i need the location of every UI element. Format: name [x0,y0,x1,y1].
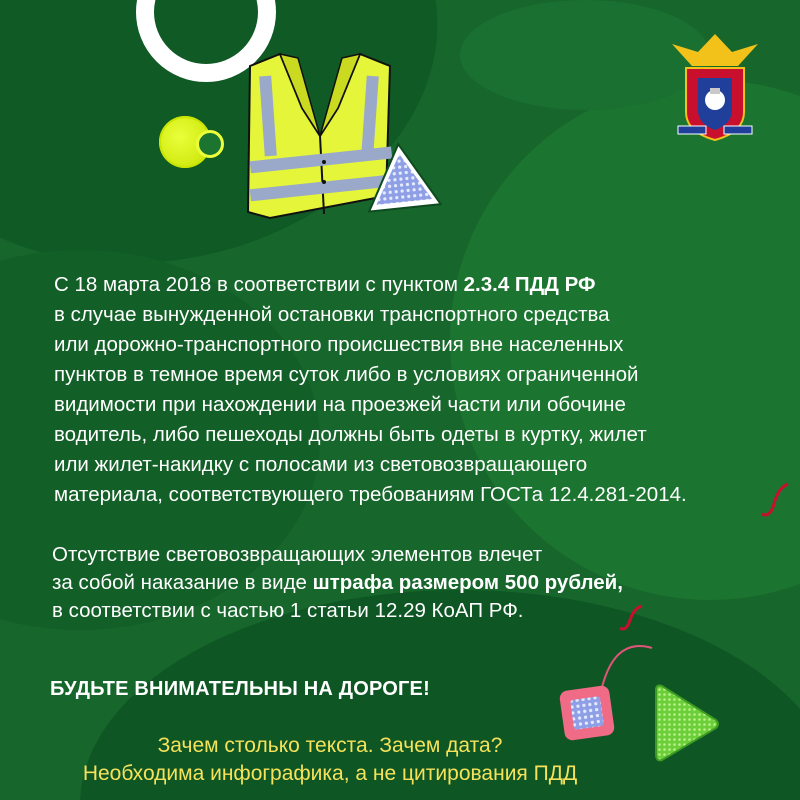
paragraph-line [54,300,784,330]
main-paragraph [54,270,784,510]
line-text: или жилет-накидку с полосами из световозвращающего [54,453,588,476]
paragraph-line [52,569,782,597]
green-triangle-tag-icon [652,682,722,762]
warning-heading: БУДЬТЕ ВНИМАТЕЛЬНЫ НА ДОРОГЕ! [50,678,430,700]
line-text: видимости при нахождении на проезжей части или обочине [54,393,626,416]
ball-curl-decoration [196,130,224,158]
line-text: материала, соответствующего требованиям ГОСТа 12.4.281-2014. [54,483,687,506]
paragraph-line [54,270,784,300]
line-text: в соответствии с частью 1 статьи 12.29 КоАП РФ. [52,599,524,622]
paragraph-line [54,480,784,510]
paragraph-line [54,420,784,450]
line-text: в случае вынужденной остановки транспортного средства [54,303,610,326]
police-emblem-icon [672,32,758,142]
paragraph-line [52,597,782,625]
line-text: С 18 марта 2018 в соответствии с пунктом [54,273,464,296]
triangle-reflector-icon [362,140,442,216]
reviewer-comment-line-2: Необходима инфографика, а не цитирования ПДД [82,762,578,785]
reviewer-comment-line-1: Зачем столько текста. Зачем дата? [157,734,503,757]
red-check-mark [760,482,790,522]
line-text: или дорожно-транспортного происшествия вне населенных [54,333,624,356]
line-bold-text: штрафа размером 500 рублей, [312,571,623,594]
line-text: пунктов в темное время суток либо в условиях ограниченной [54,363,639,386]
paragraph-line [54,450,784,480]
line-bold-text: 2.3.4 ПДД РФ [463,273,596,296]
pink-reflector-tag-icon [552,636,662,746]
paragraph-line [54,390,784,420]
red-check-mark [618,604,644,634]
line-text: Отсутствие световозвращающих элементов влечет [52,543,543,566]
line-text: за собой наказание в виде [52,571,313,594]
line-text: водитель, либо пешеходы должны быть одеты в куртку, жилет [54,423,647,446]
paragraph-line [54,360,784,390]
paragraph-line [54,330,784,360]
paragraph-line [52,541,782,569]
fine-paragraph [52,541,782,625]
